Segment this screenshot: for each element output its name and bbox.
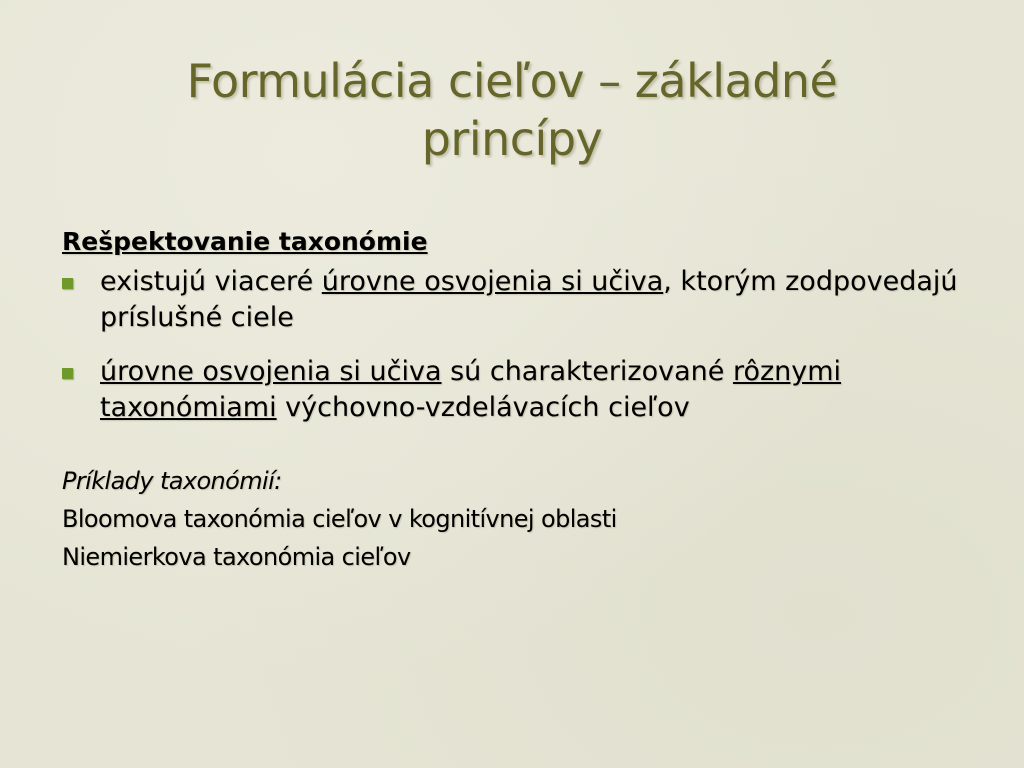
square-bullet-icon: [62, 278, 73, 289]
title-line-2: princípy: [421, 112, 603, 166]
slide-content: [62, 224, 962, 576]
example-item: Niemierkova taxonómia cieľov: [62, 543, 411, 571]
bullet-text: sú charakterizované: [441, 356, 733, 387]
bullet-item: [62, 354, 962, 426]
examples-title: Príklady taxonómií:: [62, 467, 282, 495]
slide-title: [60, 52, 964, 168]
bullet-text: existujú viaceré: [100, 266, 322, 297]
example-item: Bloomova taxonómia cieľov v kognitívnej oblasti: [62, 505, 617, 533]
underlined-term: úrovne osvojenia si učiva: [321, 266, 664, 297]
square-bullet-icon: [62, 368, 73, 379]
bullet-text: , ktorým zodpovedajú príslušné ciele: [100, 266, 958, 333]
underlined-term: úrovne osvojenia si učiva: [100, 356, 442, 387]
bullet-item: [62, 264, 962, 336]
bullet-text: výchovno-vzdelávacích cieľov: [276, 392, 690, 423]
bullet-list: [62, 264, 962, 426]
title-line-1: Formulácia cieľov – základné: [186, 54, 838, 108]
examples-block: [62, 462, 962, 576]
section-heading: Rešpektovanie taxonómie: [62, 227, 428, 256]
underlined-term: rôznymi taxonómiami: [100, 356, 842, 423]
